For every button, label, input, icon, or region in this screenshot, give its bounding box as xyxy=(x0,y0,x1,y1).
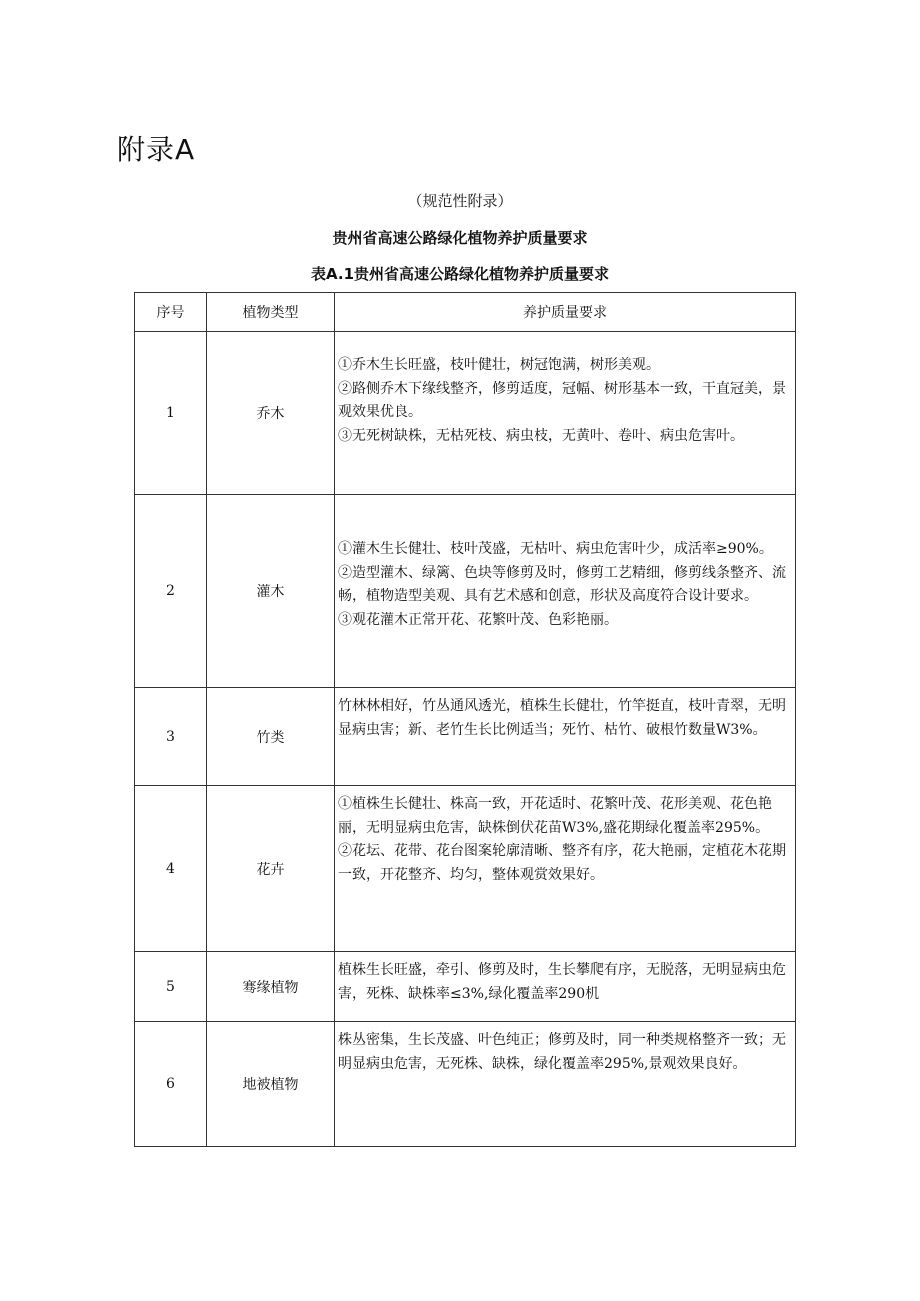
requirement-line: ①灌木生长健壮、枝叶茂盛，无枯叶、病虫危害叶少，成活率≥90%。 xyxy=(338,541,773,557)
row-number: 4 xyxy=(135,786,207,952)
appendix-subtitle: （规范性附录） xyxy=(407,192,513,210)
table-row xyxy=(135,1022,796,1147)
appendix-title: 附录A xyxy=(117,133,196,166)
requirement-line: ③无死树缺株，无枯死枝、病虫枝，无黄叶、卷叶、病虫危害叶。 xyxy=(338,427,744,444)
row-requirements xyxy=(335,1022,796,1147)
row-number: 3 xyxy=(135,688,207,786)
table-header-row xyxy=(135,293,796,332)
header-requirements: 养护质量要求 xyxy=(335,293,796,332)
row-plant-type: 花卉 xyxy=(207,786,335,952)
row-plant-type: 骞缘植物 xyxy=(207,952,335,1022)
requirement-line: ②路侧乔木下缘线整齐，修剪适度，冠幅、树形基本一致，干直冠美，景观效果优良。 xyxy=(338,380,786,420)
maintenance-requirements-table xyxy=(134,292,796,1147)
requirement-line: ②花坛、花带、花台图案轮廓清晰、整齐有序，花大艳丽，定植花木花期一致，开花整齐、均匀，整体观赏效果好。 xyxy=(338,843,786,883)
table-row xyxy=(135,952,796,1022)
row-plant-type: 乔木 xyxy=(207,332,335,495)
header-plant-type: 植物类型 xyxy=(207,293,335,332)
row-number: 5 xyxy=(135,952,207,1022)
table-row xyxy=(135,332,796,495)
header-number: 序号 xyxy=(135,293,207,332)
row-requirements xyxy=(335,786,796,952)
row-requirements xyxy=(335,952,796,1022)
requirement-line: ①植株生长健壮、株高一致，开花适时、花繁叶茂、花形美观、花色艳丽，无明显病虫危害，缺株倒伏花苗W3%,盛花期绿化覆盖率295%。 xyxy=(338,796,772,836)
table-caption: 表A.1贵州省高速公路绿化植物养护质量要求 xyxy=(310,265,610,283)
row-requirements xyxy=(335,688,796,786)
table-row xyxy=(135,495,796,688)
document-title: 贵州省高速公路绿化植物养护质量要求 xyxy=(332,229,588,247)
row-plant-type: 地被植物 xyxy=(207,1022,335,1147)
row-requirements xyxy=(335,495,796,688)
row-number: 1 xyxy=(135,332,207,495)
row-requirements xyxy=(335,332,796,495)
requirement-line: 竹林林相好，竹丛通风透光，植株生长健壮，竹竿挺直，枝叶青翠，无明显病虫害；新、老竹生长比例适当；死竹、枯竹、破根竹数量W3%。 xyxy=(338,698,786,738)
requirement-line: ③观花灌木正常开花、花繁叶茂、色彩艳丽。 xyxy=(338,611,618,628)
row-plant-type: 竹类 xyxy=(207,688,335,786)
requirement-line: ①乔木生长旺盛，枝叶健壮，树冠饱满，树形美观。 xyxy=(338,357,660,373)
table-row xyxy=(135,688,796,786)
requirement-line: 株丛密集，生长茂盛、叶色纯正；修剪及时，同一种类规格整齐一致；无明显病虫危害，无死株、缺株，绿化覆盖率295%,景观效果良好。 xyxy=(338,1032,786,1072)
row-number: 2 xyxy=(135,495,207,688)
requirement-line: 植株生长旺盛，牵引、修剪及时，生长攀爬有序，无脱落，无明显病虫危害，死株、缺株率≤3%,绿化覆盖率290机 xyxy=(338,962,786,1002)
table-row xyxy=(135,786,796,952)
row-plant-type: 灌木 xyxy=(207,495,335,688)
requirement-line: ②造型灌木、绿篱、色块等修剪及时，修剪工艺精细，修剪线条整齐、流畅，植物造型美观、具有艺术感和创意，形状及高度符合设计要求。 xyxy=(338,564,786,604)
row-number: 6 xyxy=(135,1022,207,1147)
